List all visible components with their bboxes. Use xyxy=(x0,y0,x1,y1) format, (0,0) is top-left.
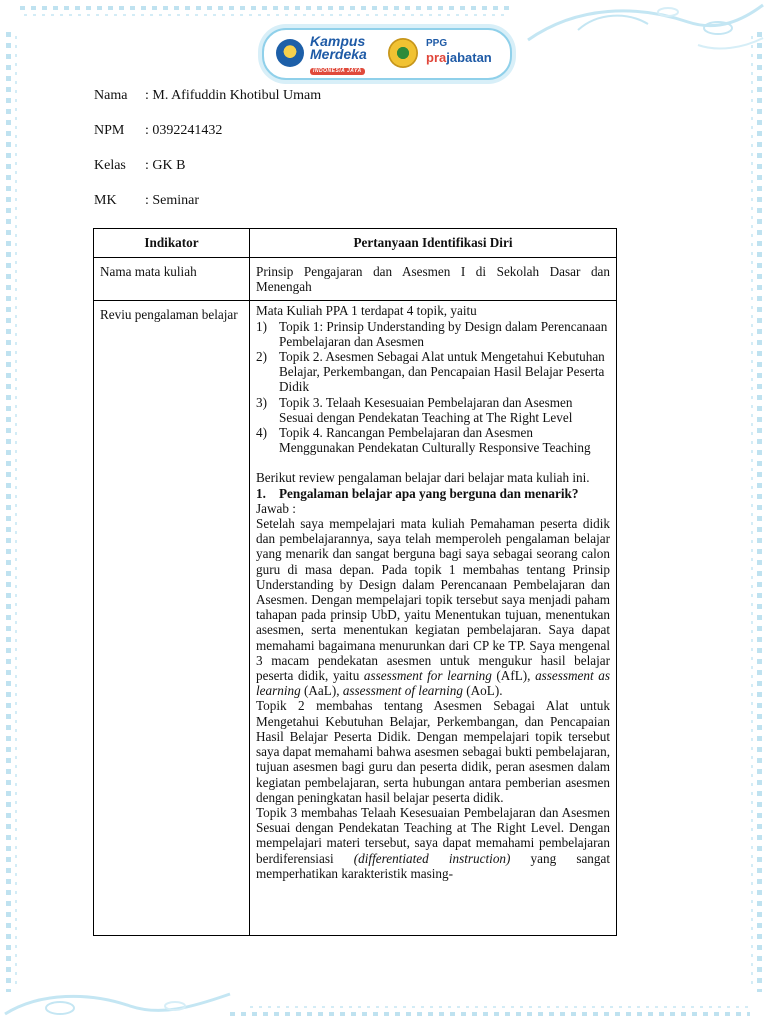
identity-value: : Seminar xyxy=(145,193,200,208)
identity-label: MK xyxy=(94,193,117,208)
column-header-indikator: Indikator xyxy=(94,229,250,258)
identity-name-row xyxy=(94,88,321,104)
paragraph-text: yang sangat memperhatikan karakteristik masing- xyxy=(256,850,611,881)
identity-npm-row xyxy=(94,123,222,139)
logo-banner xyxy=(262,28,512,80)
border-decoration-top-inner xyxy=(24,14,504,16)
border-decoration-bottom xyxy=(230,1012,750,1016)
corner-ornament-bottom-left xyxy=(0,984,240,1024)
question-heading xyxy=(256,486,610,501)
list-item xyxy=(256,349,610,395)
list-item xyxy=(256,425,610,455)
indicator-cell: Reviu pengalaman belajar xyxy=(94,301,250,936)
identity-value: : GK B xyxy=(145,158,186,173)
content-cell: Prinsip Pengajaran dan Asesmen I di Sekolah Dasar dan Menengah xyxy=(250,258,617,301)
indicator-cell: Nama mata kuliah xyxy=(94,258,250,301)
table-row xyxy=(94,301,617,936)
term-afl: assessment for learning xyxy=(363,668,492,684)
ppg-prajabatan-logo xyxy=(426,37,492,65)
border-decoration-top xyxy=(20,6,510,10)
review-intro: Berikut review pengalaman belajar dari belajar mata kuliah ini. xyxy=(256,470,590,486)
question-number: 1. xyxy=(256,485,266,501)
identity-value: : 0392241432 xyxy=(145,123,223,138)
table-row xyxy=(94,258,617,301)
logo-merdeka-text: Merdeka xyxy=(310,46,367,62)
identity-label: Nama xyxy=(94,88,128,103)
list-text: Topik 4. Rancangan Pembelajaran dan Asesmen Menggunakan Pendekatan Culturally Responsive Teaching xyxy=(279,425,591,456)
identity-mk-row xyxy=(94,193,199,209)
list-number: 4) xyxy=(256,425,267,441)
logo-kampus-text: Kampus xyxy=(310,33,366,49)
logo-tagline: INDONESIA JAYA xyxy=(310,68,365,75)
logo-ppg-text: PPG xyxy=(426,38,448,49)
topic-list xyxy=(256,319,610,456)
list-text: Topik 2. Asesmen Sebagai Alat untuk Mengetahui Kebutuhan Belajar, Perkembangan, dan Pencapaian Hasil Belajar Peserta Didik xyxy=(279,349,605,395)
border-decoration-left xyxy=(6,32,11,992)
table-header-row xyxy=(94,229,617,258)
self-identification-table xyxy=(93,228,617,936)
list-text: Topik 1: Prinsip Understanding by Design dalam Perencanaan Pembelajaran dan Asesmen xyxy=(279,318,608,349)
term-aol: assessment of learning xyxy=(342,683,463,699)
answer-paragraph-1 xyxy=(256,516,610,698)
logo-pra-text: pra xyxy=(426,50,447,65)
logo-prajabatan xyxy=(426,51,492,65)
kampus-merdeka-logo xyxy=(310,35,367,75)
topics-intro: Mata Kuliah PPA 1 terdapat 4 topik, yaitu xyxy=(256,303,477,319)
paragraph-text: Topik 3 membahas Telaah Kesesuaian Pembelajaran dan Asesmen Sesuai dengan Pendekatan Teaching at The Right Level. Dengan mempelajari materi tersebut, saya dapat memahami pembelajaran berdiferensiasi xyxy=(256,804,610,866)
identity-value: : M. Afifuddin Khotibul Umam xyxy=(145,88,322,103)
logo-jabatan-text: jabatan xyxy=(446,50,492,65)
corner-ornament-top-right xyxy=(518,0,768,60)
list-item xyxy=(256,395,610,425)
list-number: 3) xyxy=(256,394,267,410)
border-decoration-left-inner xyxy=(15,36,17,986)
answer-paragraph-2: Topik 2 membahas tentang Asesmen Sebagai Alat untuk Mengetahui Kebutuhan Belajar, Perkembangan, dan Pencapaian Hasil Belajar Peserta Didik. Dengan mempelajari topik tersebut saya dapat memahami bahwa asesmen sebagai bukti pembelajaran, tujuan asesmen bagi guru dan peserta didik, peran asesmen dalam kegiatan pembelajaran, serta hubungan antara pemberian asesmen dengan peningkatan hasil belajar peserta didik. xyxy=(256,698,610,805)
list-text: Topik 3. Telaah Kesesuaian Pembelajaran dan Asesmen Sesuai dengan Pendekatan Teaching at The Right Level xyxy=(279,394,573,425)
identity-kelas-row xyxy=(94,158,185,174)
abbr-aol: (AoL). xyxy=(462,683,503,699)
term-aal: assessment as learning xyxy=(256,668,610,699)
border-decoration-bottom-inner xyxy=(250,1006,750,1008)
identity-label: Kelas xyxy=(94,158,126,173)
content-cell xyxy=(250,301,617,936)
list-number: 2) xyxy=(256,349,267,365)
university-seal-icon xyxy=(388,38,418,68)
identity-label: NPM xyxy=(94,123,125,138)
paragraph-text: Setelah saya mempelajari mata kuliah Pemahaman peserta didik dan pembelajarannya, saya telah memperoleh pengalaman belajar yang menarik dan sangat berguna bagi saya sebagai seorang calon guru di masa depan. Pada topik 1 membahas tentang Prinsip Understanding by Design dalam Perencanaan Pembelajaran dan Asesmen. Dengan mempelajari topik tersebut saya menjadi paham tahapan pada prinsip UbD, yaitu Menentukan tujuan, menentukan asesmen, serta menentukan kegiatan pembelajaran. Saya dapat memahami bagaimana menurunkan dari CP ke TP. Saya mengenal 3 macam pendekatan asesmen untuk mengukur hasil belajar peserta didik, yaitu xyxy=(256,516,610,684)
border-decoration-right xyxy=(757,32,762,992)
abbr-afl: (AfL), xyxy=(491,668,536,684)
term-differentiated-instruction: (differentiated instruction) xyxy=(353,850,511,866)
tut-wuri-handayani-logo-icon xyxy=(276,39,304,67)
column-header-pertanyaan: Pertanyaan Identifikasi Diri xyxy=(250,229,617,258)
border-decoration-right-inner xyxy=(751,36,753,986)
abbr-aal: (AaL), xyxy=(300,683,343,699)
question-text: Pengalaman belajar apa yang berguna dan menarik? xyxy=(279,485,579,501)
list-item xyxy=(256,319,610,349)
answer-paragraph-3 xyxy=(256,805,610,881)
list-number: 1) xyxy=(256,318,267,334)
answer-label: Jawab : xyxy=(256,500,296,516)
